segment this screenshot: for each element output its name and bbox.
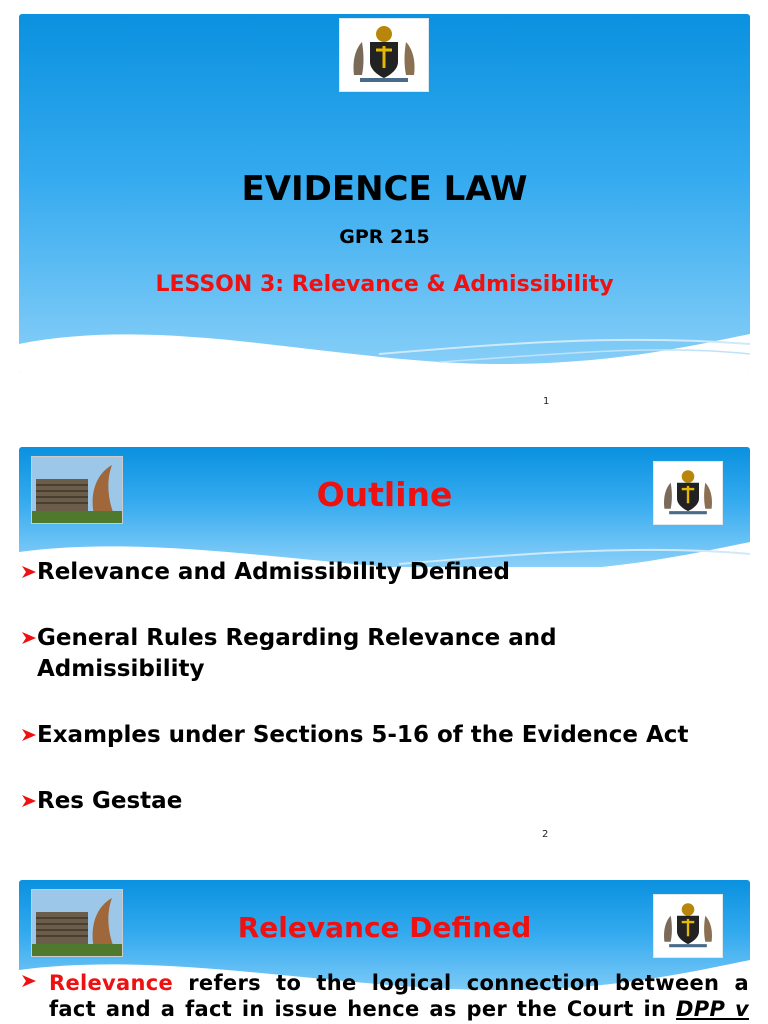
arrow-bullet-icon — [21, 973, 37, 989]
arrow-bullet-icon — [21, 793, 37, 809]
course-code: GPR 215 — [339, 226, 430, 248]
arrow-bullet-icon — [21, 564, 37, 580]
outline-list — [19, 557, 750, 827]
page-number: 1 — [543, 396, 550, 407]
list-item — [19, 623, 750, 685]
list-item-text: Res Gestae — [37, 788, 183, 814]
list-item-text: Relevance and Admissibility Defined — [37, 559, 510, 585]
list-item — [19, 557, 750, 588]
lesson-title: LESSON 3: Relevance & Admissibility — [155, 272, 614, 297]
keyword-relevance: Relevance — [49, 971, 174, 995]
list-item-text: General Rules Regarding Relevance and — [37, 625, 557, 651]
definition-paragraph — [49, 970, 749, 1022]
slide-relevance-defined — [19, 880, 750, 1024]
arrow-bullet-icon — [21, 630, 37, 646]
arrow-bullet-icon — [21, 727, 37, 743]
slide-title — [19, 14, 750, 374]
list-item — [19, 720, 750, 751]
slide-outline — [19, 447, 750, 827]
slide-heading: Outline — [316, 475, 453, 514]
slide-title-heading: EVIDENCE LAW — [241, 169, 528, 209]
slide-heading: Relevance Defined — [237, 911, 532, 944]
list-item-text-cont: Admissibility — [37, 656, 205, 682]
case-reference: DPP v — [676, 997, 749, 1021]
list-item-text: Examples under Sections 5-16 of the Evidence Act — [37, 722, 689, 748]
definition-text: refers to the logical connection between a fact and a fact in issue hence as per the Court in — [49, 971, 749, 1021]
coat-of-arms-icon — [339, 18, 429, 92]
page-number: 2 — [542, 829, 549, 840]
wave-decoration — [19, 314, 750, 374]
list-item — [19, 786, 750, 817]
